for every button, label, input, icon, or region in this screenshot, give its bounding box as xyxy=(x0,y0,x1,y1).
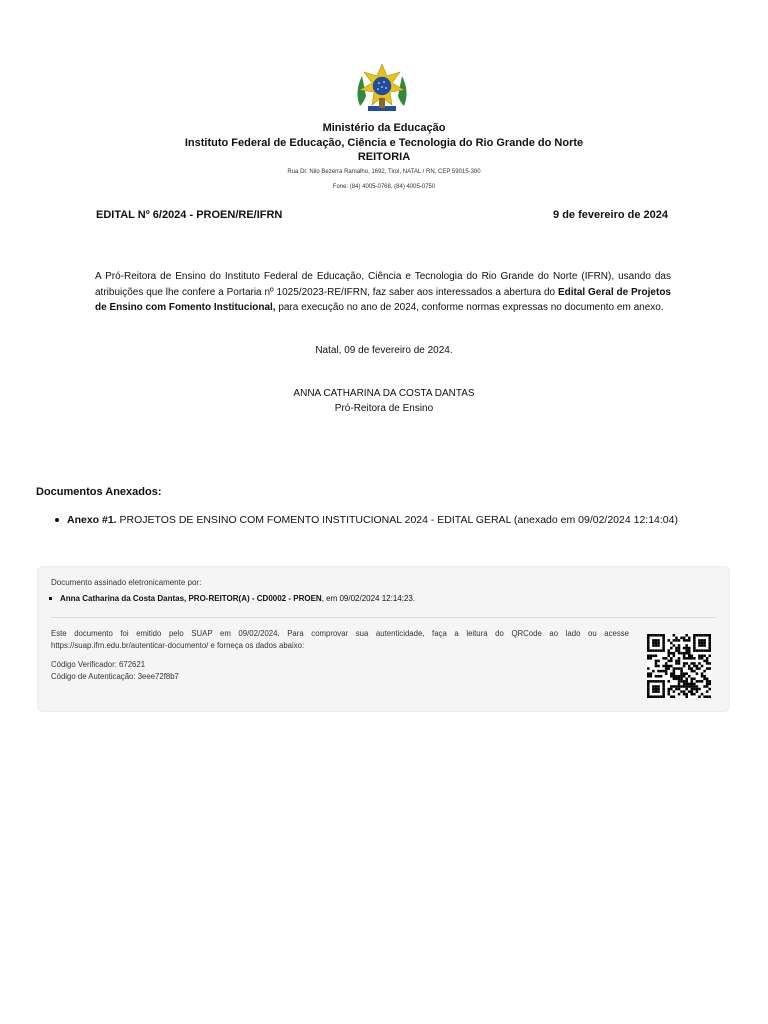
address-line: Rua Dr. Nilo Bezerra Ramalho, 1692, Tirol, NATAL / RN, CEP 59015-300 xyxy=(287,169,481,175)
attachment-text: PROJETOS DE ENSINO COM FOMENTO INSTITUCIONAL 2024 - EDITAL GERAL (anexado em 09/02/2024 12:14:04) xyxy=(116,514,678,526)
unit-title: REITORIA xyxy=(357,151,411,163)
place-date: Natal, 09 de fevereiro de 2024. xyxy=(315,345,453,356)
coat-of-arms-icon xyxy=(352,62,412,118)
signature-entry xyxy=(49,594,415,603)
signer-role: Pró-Reitora de Ensino xyxy=(334,403,434,414)
qr-code-icon[interactable] xyxy=(647,634,711,698)
edital-number: EDITAL Nº 6/2024 - PROEN/RE/IFRN xyxy=(96,209,283,221)
signer-name: ANNA CATHARINA DA COSTA DANTAS xyxy=(293,388,475,399)
authentication-code: Código de Autenticação: 3eee72f8b7 xyxy=(51,672,179,681)
signature-box xyxy=(37,566,730,712)
attachments-title: Documentos Anexados: xyxy=(36,486,162,498)
attachment-item[interactable] xyxy=(55,514,678,526)
body-text-part2: para execução no ano de 2024, conforme normas expressas no documento em anexo. xyxy=(275,302,664,313)
signature-label: Documento assinado eletronicamente por: xyxy=(51,578,202,587)
signature-signer: Anna Catharina da Costa Dantas, PRO-REITOR(A) - CD0002 - PROEN xyxy=(60,594,322,603)
signature-timestamp: , em 09/02/2024 12:14:23. xyxy=(321,594,416,603)
body-text-bold: Edital Geral de Projetos de Ensino com Fomento Institucional, xyxy=(95,286,671,313)
verifier-code: Código Verificador: 672621 xyxy=(51,660,146,669)
bullet-icon xyxy=(49,597,52,600)
divider xyxy=(51,617,716,618)
attachment-label: Anexo #1. xyxy=(67,514,117,526)
body-text-part1: A Pró-Reitora de Ensino do Instituto Federal de Educação, Ciência e Tecnologia do Rio Grande do Norte (IFRN), usando das atribuições que lhe confere a Portaria nº 1025/2023-RE/IFRN, faz saber aos interessados a abertura do xyxy=(95,271,671,298)
edital-date: 9 de fevereiro de 2024 xyxy=(553,209,668,221)
bullet-icon xyxy=(55,518,59,522)
institute-title: Instituto Federal de Educação, Ciência e Tecnologia do Rio Grande do Norte xyxy=(184,137,584,149)
phone-line: Fone: (84) 4005-0768, (84) 4005-0750 xyxy=(332,184,436,190)
authenticity-note: Este documento foi emitido pelo SUAP em 09/02/2024. Para comprovar sua autenticidade, faça a leitura do QRCode ao lado ou acesse https://suap.ifrn.edu.br/autenticar-documento/ e forneça os dados abaixo: xyxy=(51,629,629,650)
ministry-title: Ministério da Educação xyxy=(322,122,446,134)
edital-body xyxy=(95,269,671,316)
